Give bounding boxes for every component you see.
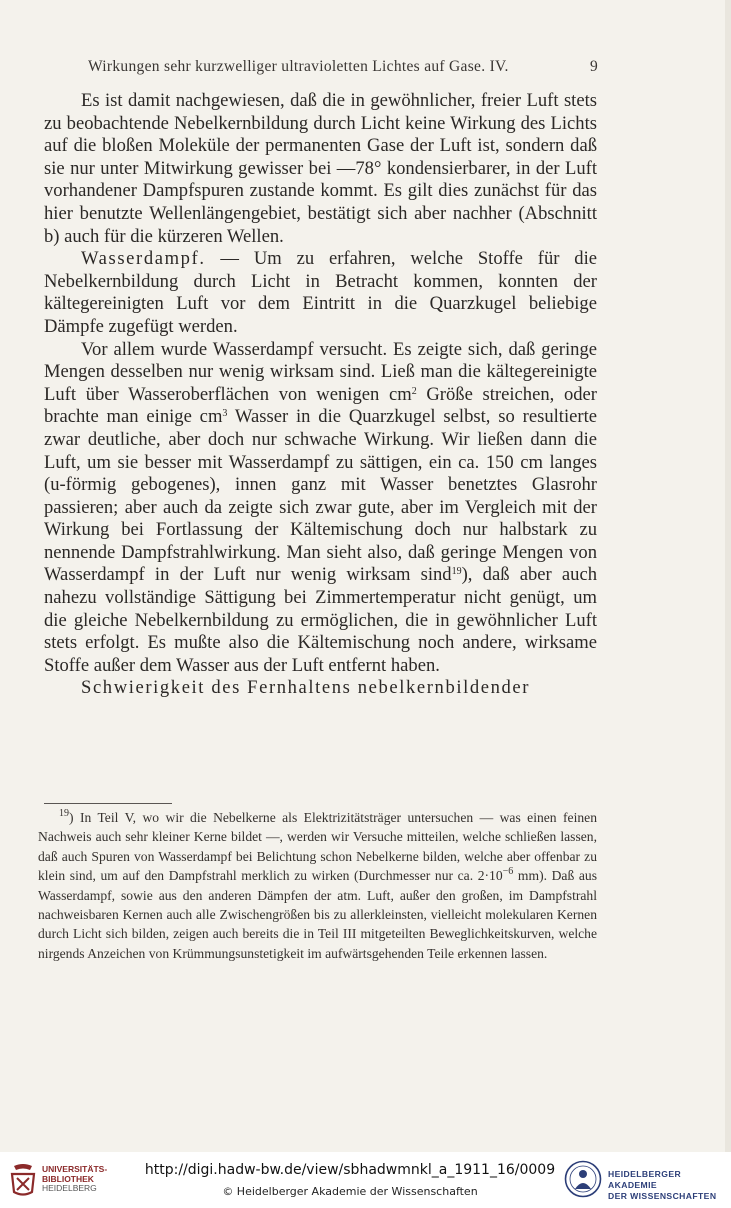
footnote-19 — [38, 808, 597, 963]
ub-line-3: HEIDELBERG — [42, 1183, 97, 1194]
paragraph-3 — [44, 339, 597, 678]
ub-line-2: BIBLIOTHEK — [42, 1173, 94, 1184]
paragraph-3-part-d: ), daß aber auch nahezu vollständige Sättigung bei Zimmertemperatur nicht genügt, um die gleiche Nebelkernbildung zu ermöglichen, die in gewöhnlicher Luft stets erfolgt. Es mußte also die Kältemischung noch andere, wirksame Stoffe außer dem Wasser aus der Luft entfernt haben. — [44, 564, 597, 676]
paragraph-1: Es ist damit nachgewiesen, daß die in gewöhnlicher, freier Luft stets zu beobachtende Nebelkernbildung durch Licht keine Wirkung des Lichts auf die bloßen Moleküle der permanenten Gase der Luft ist, sondern daß sie nur unter Mitwirkung gewisser bei —78° kondensierbarer, in der Luft vorhandener Dampfspuren zustande kommt. Es gilt dies zunächst für das hier benutzte Wellenlängengebiet, bestätigt sich aber nachher (Abschnitt b) auch für die kürzeren Wellen. — [44, 90, 597, 247]
paragraph-3-part-b: Größe streichen, oder brachte man einige cm — [44, 383, 597, 428]
footnote-exponent: −6 — [502, 866, 514, 878]
viewer-footer — [0, 1152, 731, 1208]
footnote-text — [38, 808, 597, 963]
running-head-title: Wirkungen sehr kurzwelliger ultravioletten Lichtes auf Gase. IV. — [88, 58, 509, 75]
permalink-url[interactable]: http://digi.hadw-bw.de/view/sbhadwmnkl_a_1911_16/0009 — [144, 1162, 556, 1178]
paragraph-2 — [44, 248, 597, 338]
academy-seal-icon — [564, 1160, 602, 1198]
section-heading-schwierigkeit: Schwierigkeit des Fernhaltens nebelkernbildender — [81, 677, 531, 699]
paragraph-2-text: — Um zu erfahren, welche Stoffe für die Nebelkernbildung durch Licht in Betracht kommen, konnten der kältegereinigten Luft vor dem Eintritt in die Quarzkugel beliebige Dämpfe zugefügt werden. — [44, 248, 597, 337]
page-edge — [725, 0, 731, 1152]
footnote-text-part-b: mm). Daß aus Wasserdampf, sowie aus den anderen Dämpfen der atm. Luft, außer den großen, im Dampfstrahl nachweisbaren Kernen auch alle Zwischengrößen bis zu allerkleinsten, vielleicht molekularen Kernen durch Licht sich bilden, zeigen auch bereits die in Teil III mitgeteilten Beweglichkeitskurven, welche nirgends Anzeichen von Krümmungsunstetigkeit im aufwärtsgehenden Teile erkennen lassen. — [38, 868, 598, 961]
academy-line-1: HEIDELBERGER AKADEMIE — [608, 1169, 682, 1190]
footnote-text-part-a: ) In Teil V, wo wir die Nebelkerne als Elektrizitätsträger untersuchen — was einen feinen Nachweis auch sehr kleiner Kerne bildet —, werden wir Versuche mitteilen, welche schließen lassen, daß auch Spuren von Wasserdampf bei Belichtung schon Nebelkerne bilden, welche aber offenbar zu klein sind, um auf den Dampfstrahl merklich zu wirken (Durchmesser nur ca. 2·10 — [38, 810, 597, 884]
body-text — [44, 90, 597, 700]
superscript-3: 3 — [222, 408, 228, 420]
footnote-reference-19: 19 — [451, 566, 462, 578]
footnote-marker: 19 — [59, 808, 69, 819]
ub-line-1: UNIVERSITÄTS- — [42, 1164, 108, 1174]
page-number: 9 — [589, 58, 598, 75]
university-library-logo-icon — [8, 1162, 38, 1198]
superscript-2: 2 — [411, 385, 417, 397]
section-heading-wasserdampf: Wasserdampf. — [81, 248, 206, 270]
paragraph-3-part-c: Wasser in die Quarzkugel selbst, so resultierte zwar deutliche, aber doch nur schwache Wirkung. Wir ließen dann die Luft, um sie besser mit Wasserdampf zu sättigen, ein ca. 150 cm langes (u-förmig gebogenes), innen ganz mit Wasser benetztes Glasrohr passieren; aber auch da zeigte sich zwar gute, aber im Vergleich mit der Wirkung bei Fortlassung der Kältemischung doch nur halbstark zu nennende Dampfstrahlwirkung. Man sieht also, daß geringe Mengen von Wasserdampf in der Luft nur wenig wirksam sind — [44, 406, 597, 586]
academy-line-2: DER WISSENSCHAFTEN — [608, 1191, 717, 1201]
university-library-name — [42, 1165, 107, 1194]
footnote-rule — [44, 803, 172, 804]
academy-name — [608, 1169, 731, 1202]
paragraph-3-part-a: Vor allem wurde Wasserdampf versucht. Es zeigte sich, daß geringe Mengen desselben nur wenig wirksam sind. Ließ man die kältegereinigte Luft über Wasseroberflächen von wenigen cm — [44, 338, 597, 405]
copyright-notice: © Heidelberger Akademie der Wissenschaften — [222, 1185, 478, 1198]
